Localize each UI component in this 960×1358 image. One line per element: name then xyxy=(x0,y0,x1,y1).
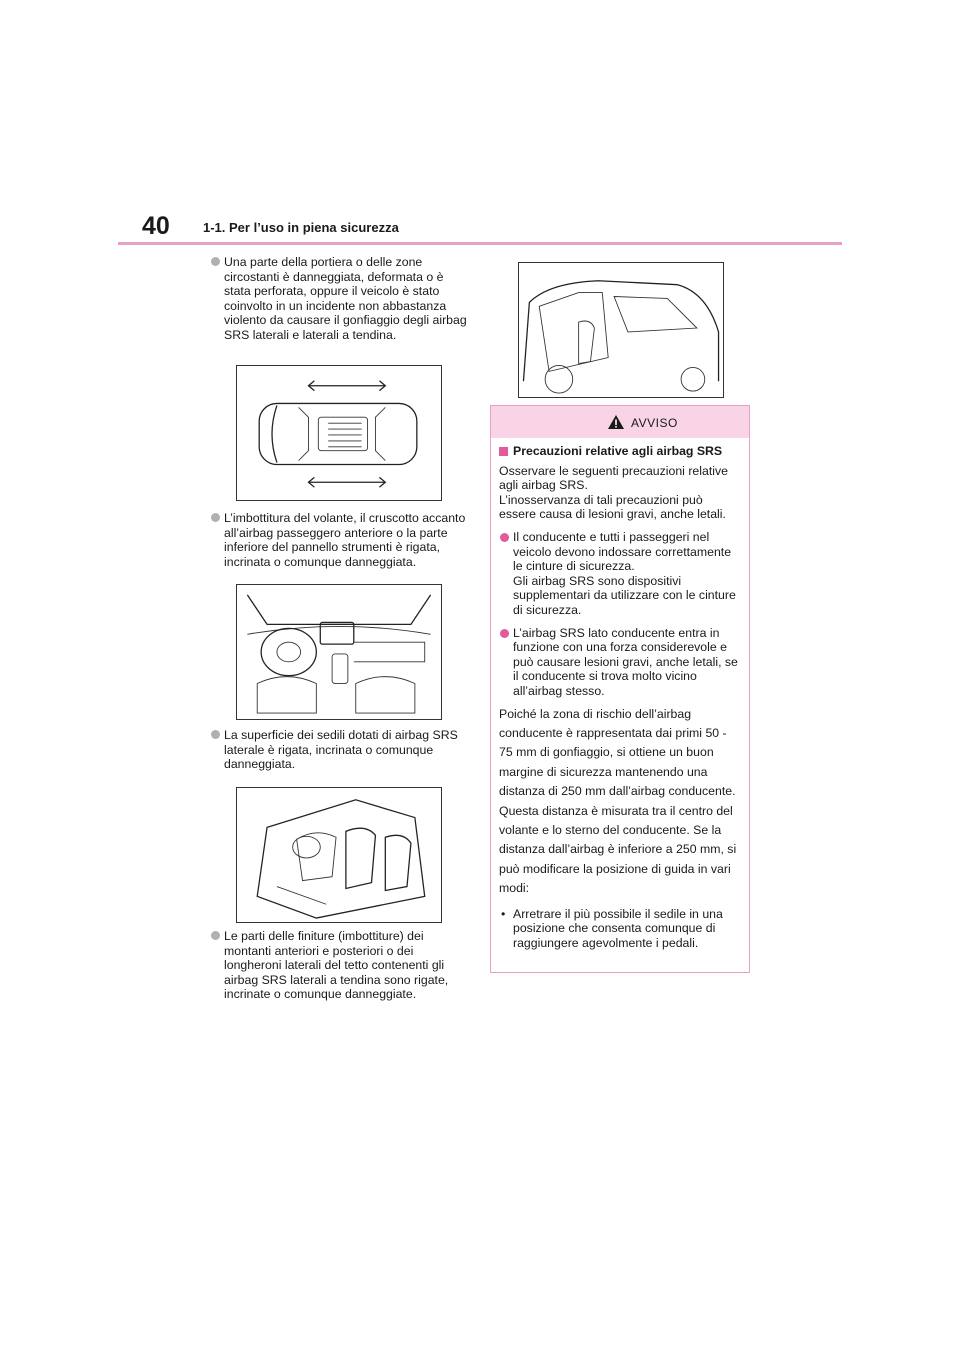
warning-intro: Osservare le seguenti precauzioni relative agli airbag SRS. xyxy=(499,463,728,493)
warning-box xyxy=(490,405,750,973)
warning-triangle-icon xyxy=(607,414,625,430)
warning-intro-2: L’inosservanza di tali precauzioni può essere causa di lesioni gravi, anche letali. xyxy=(499,492,726,522)
section-title: 1-1. Per l’uso in piena sicurezza xyxy=(203,220,399,235)
header-rule xyxy=(118,242,842,245)
warning-sub-bullet: • Arretrare il più possibile il sedile in una posizione che consenta comunque di raggiungere agevolmente i pedali. xyxy=(501,906,723,950)
warning-header xyxy=(491,406,749,438)
warning-distance-paragraph: Poiché la zona di rischio dell’airbag conducente è rappresentata dai primi 50 - 75 mm di gonfiaggio, si ottiene un buon margine di sicurezza mantenendo una distanza di 250 mm dall’airbag conducente. Questa distanza è misurata tra il centro del volante e lo sterno del conducente. Se la distanza dall’airbag è inferiore a 250 mm, si può modificare la posizione di guida in vari modi: xyxy=(499,706,737,896)
bullet-seat-surface-damage: La superficie dei sedili dotati di airbag SRS laterale è rigata, incrinata o comunque danneggiata. xyxy=(211,728,469,772)
seats-illustration xyxy=(237,788,441,922)
figure-car-top-view xyxy=(236,365,442,501)
figure-seats xyxy=(236,787,442,923)
warning-bullet-seatbelts: Il conducente e tutti i passeggeri nel veicolo devono indossare correttamente le cinture di sicurezza. Gli airbag SRS sono dispositivi supplementari da utilizzare con le cinture di sicurezza. xyxy=(499,530,741,618)
car-top-view-illustration xyxy=(237,366,441,500)
page-number: 40 xyxy=(142,212,170,240)
bullet-dot xyxy=(211,931,220,940)
bullet-dot xyxy=(500,533,509,542)
bullet-dot xyxy=(211,257,220,266)
bullet-dot xyxy=(211,513,220,522)
dashboard-illustration xyxy=(237,585,441,719)
car-side-interior-illustration xyxy=(519,263,723,397)
bullet-pillar-trim-damage: Le parti delle finiture (imbottiture) dei montanti anteriori e posteriori o dei longheroni laterali del tetto contenenti gli airbag SRS laterali a tendina sono rigate, incrinate o comunque danneggiate. xyxy=(211,929,469,1002)
warning-label: AVVISO xyxy=(631,416,678,430)
figure-dashboard xyxy=(236,584,442,720)
warning-heading: Precauzioni relative agli airbag SRS xyxy=(499,444,741,459)
square-marker-icon xyxy=(499,447,508,456)
bullet-dot xyxy=(211,730,220,739)
bullet-steering-pad-damage: L’imbottitura del volante, il cruscotto accanto all’airbag passeggero anteriore o la parte inferiore del pannello strumenti è rigata, incrinata o comunque danneggiata. xyxy=(211,511,469,569)
bullet-dot xyxy=(500,629,509,638)
warning-body xyxy=(491,438,749,950)
warning-bullet-driver-airbag: L’airbag SRS lato conducente entra in funzione con una forza considerevole e può causare lesioni gravi, anche letali, se il conducente si trova molto vicino all’airbag stesso. xyxy=(499,626,741,699)
figure-car-side-interior xyxy=(518,262,724,398)
bullet-door-damage: Una parte della portiera o delle zone circostanti è danneggiata, deformata o è stata perforata, oppure il veicolo è stato coinvolto in un incidente non abbastanza violento da causare il gonfiaggio degli airbag SRS laterali e laterali a tendina. xyxy=(211,255,469,343)
